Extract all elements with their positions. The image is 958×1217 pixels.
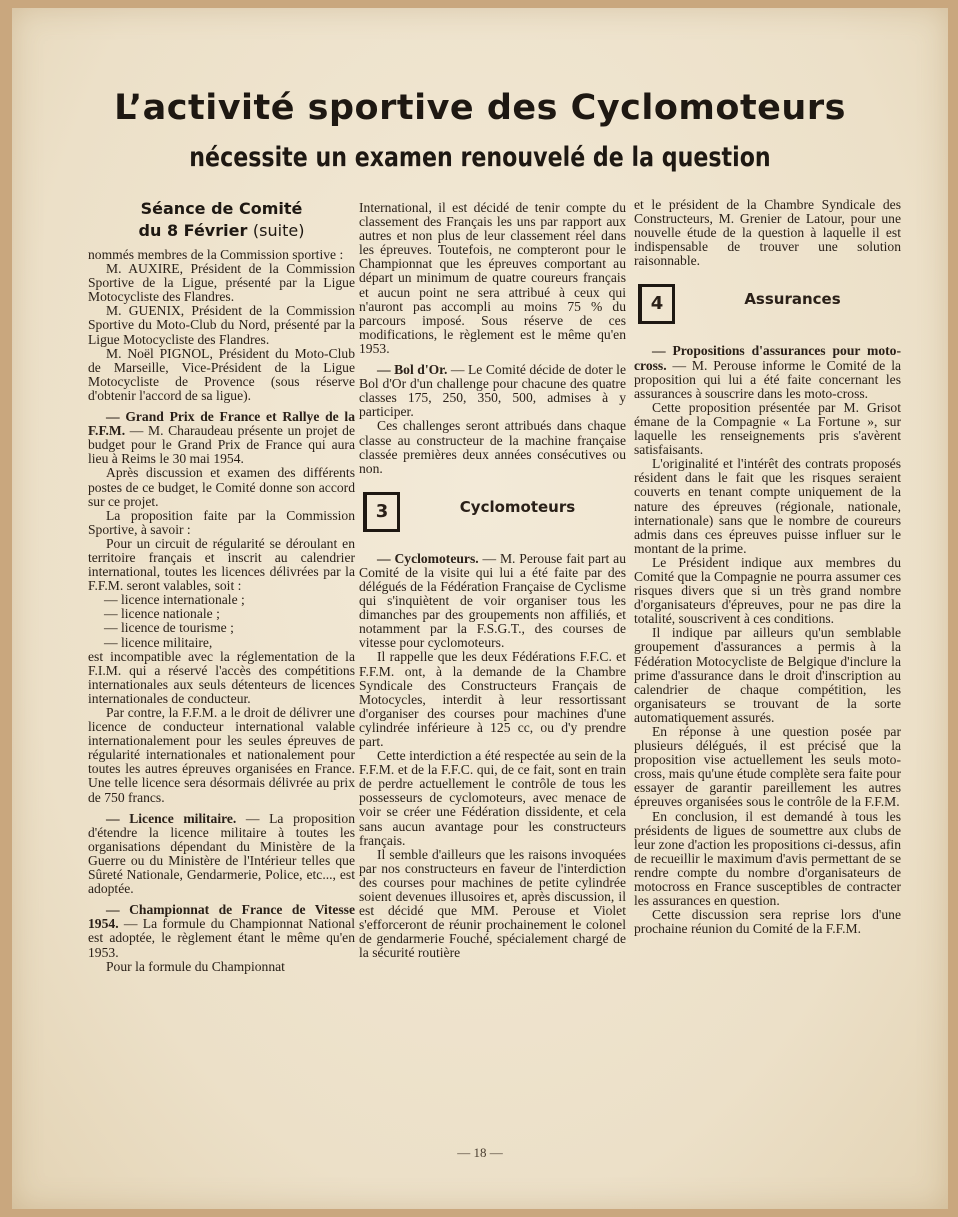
paragraph: L'originalité et l'intérêt des contrats proposés résident dans le fait que les risques seraient couverts en tenant compte uniquement de la nature des épreuves (régionale, nationale, internationale) sans que le nombre de coureurs admis dans ces épreuves puisse influer sur le montant de la prime. xyxy=(634,456,901,556)
paragraph: Il indique par ailleurs qu'un semblable groupement d'assurances a permis à la Fédération Motocycliste de Belgique d'inclure la prime d'assurance dans le droit d'inscription au calendrier de chaque compétition, les organisateurs se trouvant de la sorte automatiquement assurés. xyxy=(634,625,901,725)
column-2 xyxy=(359,201,626,961)
paragraph: Ces challenges seront attribués dans chaque classe au constructeur de la machine française classée premières deux années consécutives ou non. xyxy=(359,418,626,476)
paragraph: Le Président indique aux membres du Comité que la Compagnie ne pourra assumer ces risques divers que si un très grand nombre d'organisateurs d'épreuves, pour ne pas dire la totalité, souscrivent à ces conditions. xyxy=(634,554,901,627)
magazine-page xyxy=(12,8,948,1209)
paragraph: Pour un circuit de régularité se déroulant en territoire français et inscrit au calendrier international, toutes les licences délivrées par la F.F.M. seront valables, soit : xyxy=(88,535,355,594)
heading-line-2: du 8 Février (suite) xyxy=(138,221,305,240)
paragraph: nommés membres de la Commission sportive : xyxy=(88,247,344,262)
heading-suite: (suite) xyxy=(252,221,305,240)
list-item: — licence de tourisme ; xyxy=(104,620,234,636)
section-3-header xyxy=(359,486,626,546)
run-in-heading: — Propositions d'assurances pour moto-cross. xyxy=(634,343,901,373)
paragraph: M. GUENIX, Président de la Commission Sportive du Moto-Club du Nord, présenté par la Ligue Motocycliste des Flandres. xyxy=(88,303,355,347)
paragraph: La proposition faite par la Commission Sportive, à savoir : xyxy=(88,507,355,537)
column-3 xyxy=(634,198,901,936)
paragraph: Par contre, la F.F.M. a le droit de délivrer une licence de conducteur international valable internationalement pour les seules épreuves de régularité internationales et nationalement pour toutes les autres épreuves organisées en France. Une telle licence sera désormais délivrée au prix de 750 francs. xyxy=(88,705,355,805)
paragraph: Cette discussion sera reprise lors d'une prochaine réunion du Comité de la F.F.M. xyxy=(634,907,901,937)
section-title: Cyclomoteurs xyxy=(459,497,576,516)
paragraph: Il semble d'ailleurs que les raisons invoquées par nos constructeurs en faveur de l'interdiction des courses pour machines de petite cylindrée soient devenues illusoires et, après discussion, il est décidé que MM. Perouse et Violet s'efforceront de réunir prochainement le colonel de gendarmerie Fouché, spécialement chargé de la sécurité routière xyxy=(359,846,626,961)
section-title: Assurances xyxy=(744,290,841,309)
list-item: — licence militaire, xyxy=(104,634,213,650)
run-in-heading: — Grand Prix de France et Rallye de la F.F.M. xyxy=(88,409,355,439)
paragraph-licence-militaire: — Licence militaire. — La proposition d'étendre la licence militaire à toutes les organisations dépendant du Ministère de la Guerre ou du Ministère de l'Intérieur telles que Sûreté Nationale, Gendarmerie, Police, etc..., est adoptée. xyxy=(88,810,356,897)
section-number-box: 3 xyxy=(363,492,400,532)
list-item: — licence internationale ; xyxy=(104,592,245,608)
paragraph: M. AUXIRE, Président de la Commission Sportive de la Ligue, présenté par la Ligue Motocycliste des Flandres. xyxy=(88,261,355,305)
column-1 xyxy=(88,198,355,974)
paragraph: Il rappelle que les deux Fédérations F.F.C. et F.F.M. ont, à la demande de la Chambre Syndicale des Constructeurs Français de Motocycles, interdit à leur ressortissant d'organiser des courses pour machines d'une cylindrée inférieure à 125 cc, ou d'y prendre part. xyxy=(359,649,626,749)
paragraph-assurances: — Propositions d'assurances pour moto-cross. — M. Perouse informe le Comité de la proposition qui lui a été faite concernant les assurances à souscrire dans les moto-cross. xyxy=(634,343,901,401)
page-number: — 18 — xyxy=(457,1145,503,1160)
run-in-heading: — Championnat de France de Vitesse 1954. xyxy=(88,902,355,932)
heading-line-1: Séance de Comité xyxy=(140,199,303,218)
section-4-header xyxy=(634,278,901,338)
paragraph-championnat: — Championnat de France de Vitesse 1954. — La formule du Championnat National est adoptée, le règlement étant le même qu'en 1953. xyxy=(88,902,355,960)
paragraph-bol-dor: — Bol d'Or. — Le Comité décide de doter le Bol d'Or d'un challenge pour chacune des quatre classes 175, 250, 350, 500, admises à y participer. xyxy=(359,362,626,420)
paragraph: Pour la formule du Championnat xyxy=(106,958,285,974)
article-title: L’activité sportive des Cyclomoteurs xyxy=(114,88,846,128)
article-subtitle: nécessite un examen renouvelé de la question xyxy=(189,142,771,173)
paragraph: est incompatible avec la réglementation de la F.I.M. qui a réservé l'accès des compétitions internationales aux seuls détenteurs de licences internationales de conducteur. xyxy=(88,648,355,706)
paragraph: International, il est décidé de tenir compte du classement des Français les uns par rapport aux autres et non plus de leur classement réel dans les épreuves. Toutefois, ne compteront pour le Championnat que les épreuves comportant au départ un minimum de quatre coureurs français et aucun point ne sera attribué à ceux qui n'auront pas accompli au moins 75 % du parcours imposé. Sous réserve de ces modifications, le règlement est le même qu'en 1953. xyxy=(359,200,626,356)
paragraph-cyclomoteurs: — Cyclomoteurs. — M. Perouse fait part au Comité de la visite qui lui a été faite par des délégués de la Fédération Française de Cyclisme qui s'inquiètent de voir organiser tous les dimanches par des groupements non affiliés, et notamment par la F.S.G.T., des courses de vitesse pour cyclomoteurs. xyxy=(359,550,626,651)
paragraph: En conclusion, il est demandé à tous les présidents de ligues de soumettre aux clubs de leur zone d'action les propositions ci-dessus, afin de recueillir le maximum d'avis permettant de se rendre compte du nombre d'organisateurs de motocross en France susceptibles de contracter les assurances en question. xyxy=(634,808,901,909)
section-number-box: 4 xyxy=(638,284,675,324)
paragraph: et le président de la Chambre Syndicale des Constructeurs, M. Grenier de Latour, pour une nouvelle étude de la question à laquelle il est indispensable de trouver une solution raisonnable. xyxy=(634,197,901,269)
list-item: — licence nationale ; xyxy=(104,606,220,622)
run-in-heading: — Bol d'Or. xyxy=(377,362,448,378)
paragraph: Cette proposition présentée par M. Grisot émane de la Compagnie « La Fortune », sur laquelle les renseignements pris s'avèrent satisfaisants. xyxy=(634,399,901,458)
run-in-heading: — Licence militaire. xyxy=(106,810,237,826)
paragraph: Cette interdiction a été respectée au sein de la F.F.M. et de la F.F.C. qui, de ce fait, sont en train de perdre actuellement le contrôle de tous les possesseurs de cyclomoteurs, avec menace de voir se créer une Fédération dissidente, et cela sans aucun avantage pour les constructeurs français. xyxy=(359,748,626,848)
run-in-heading: — Cyclomoteurs. xyxy=(377,550,479,566)
paragraph-grand-prix: — Grand Prix de France et Rallye de la F.F.M. — M. Charaudeau présente un projet de budget pour le Grand Prix de France qui aura lieu à Reims le 30 mai 1954. xyxy=(88,409,355,467)
paragraph: M. Noël PIGNOL, Président du Moto-Club de Marseille, Vice-Président de la Ligue Motocycliste de Provence (sous réserve d'obtenir l'accord de sa ligue). xyxy=(88,345,355,403)
section-heading-seance xyxy=(88,198,355,242)
paragraph: Après discussion et examen des différents postes de ce budget, le Comité donne son accord sur ce projet. xyxy=(88,465,355,509)
paragraph: En réponse à une question posée par plusieurs délégués, il est précisé que la proposition vise actuellement les seuls moto-cross, mais qu'une étude complète sera faite pour essayer de garantir pareillement les autres épreuves organisées sous le contrôle de la F.F.M. xyxy=(634,724,901,810)
